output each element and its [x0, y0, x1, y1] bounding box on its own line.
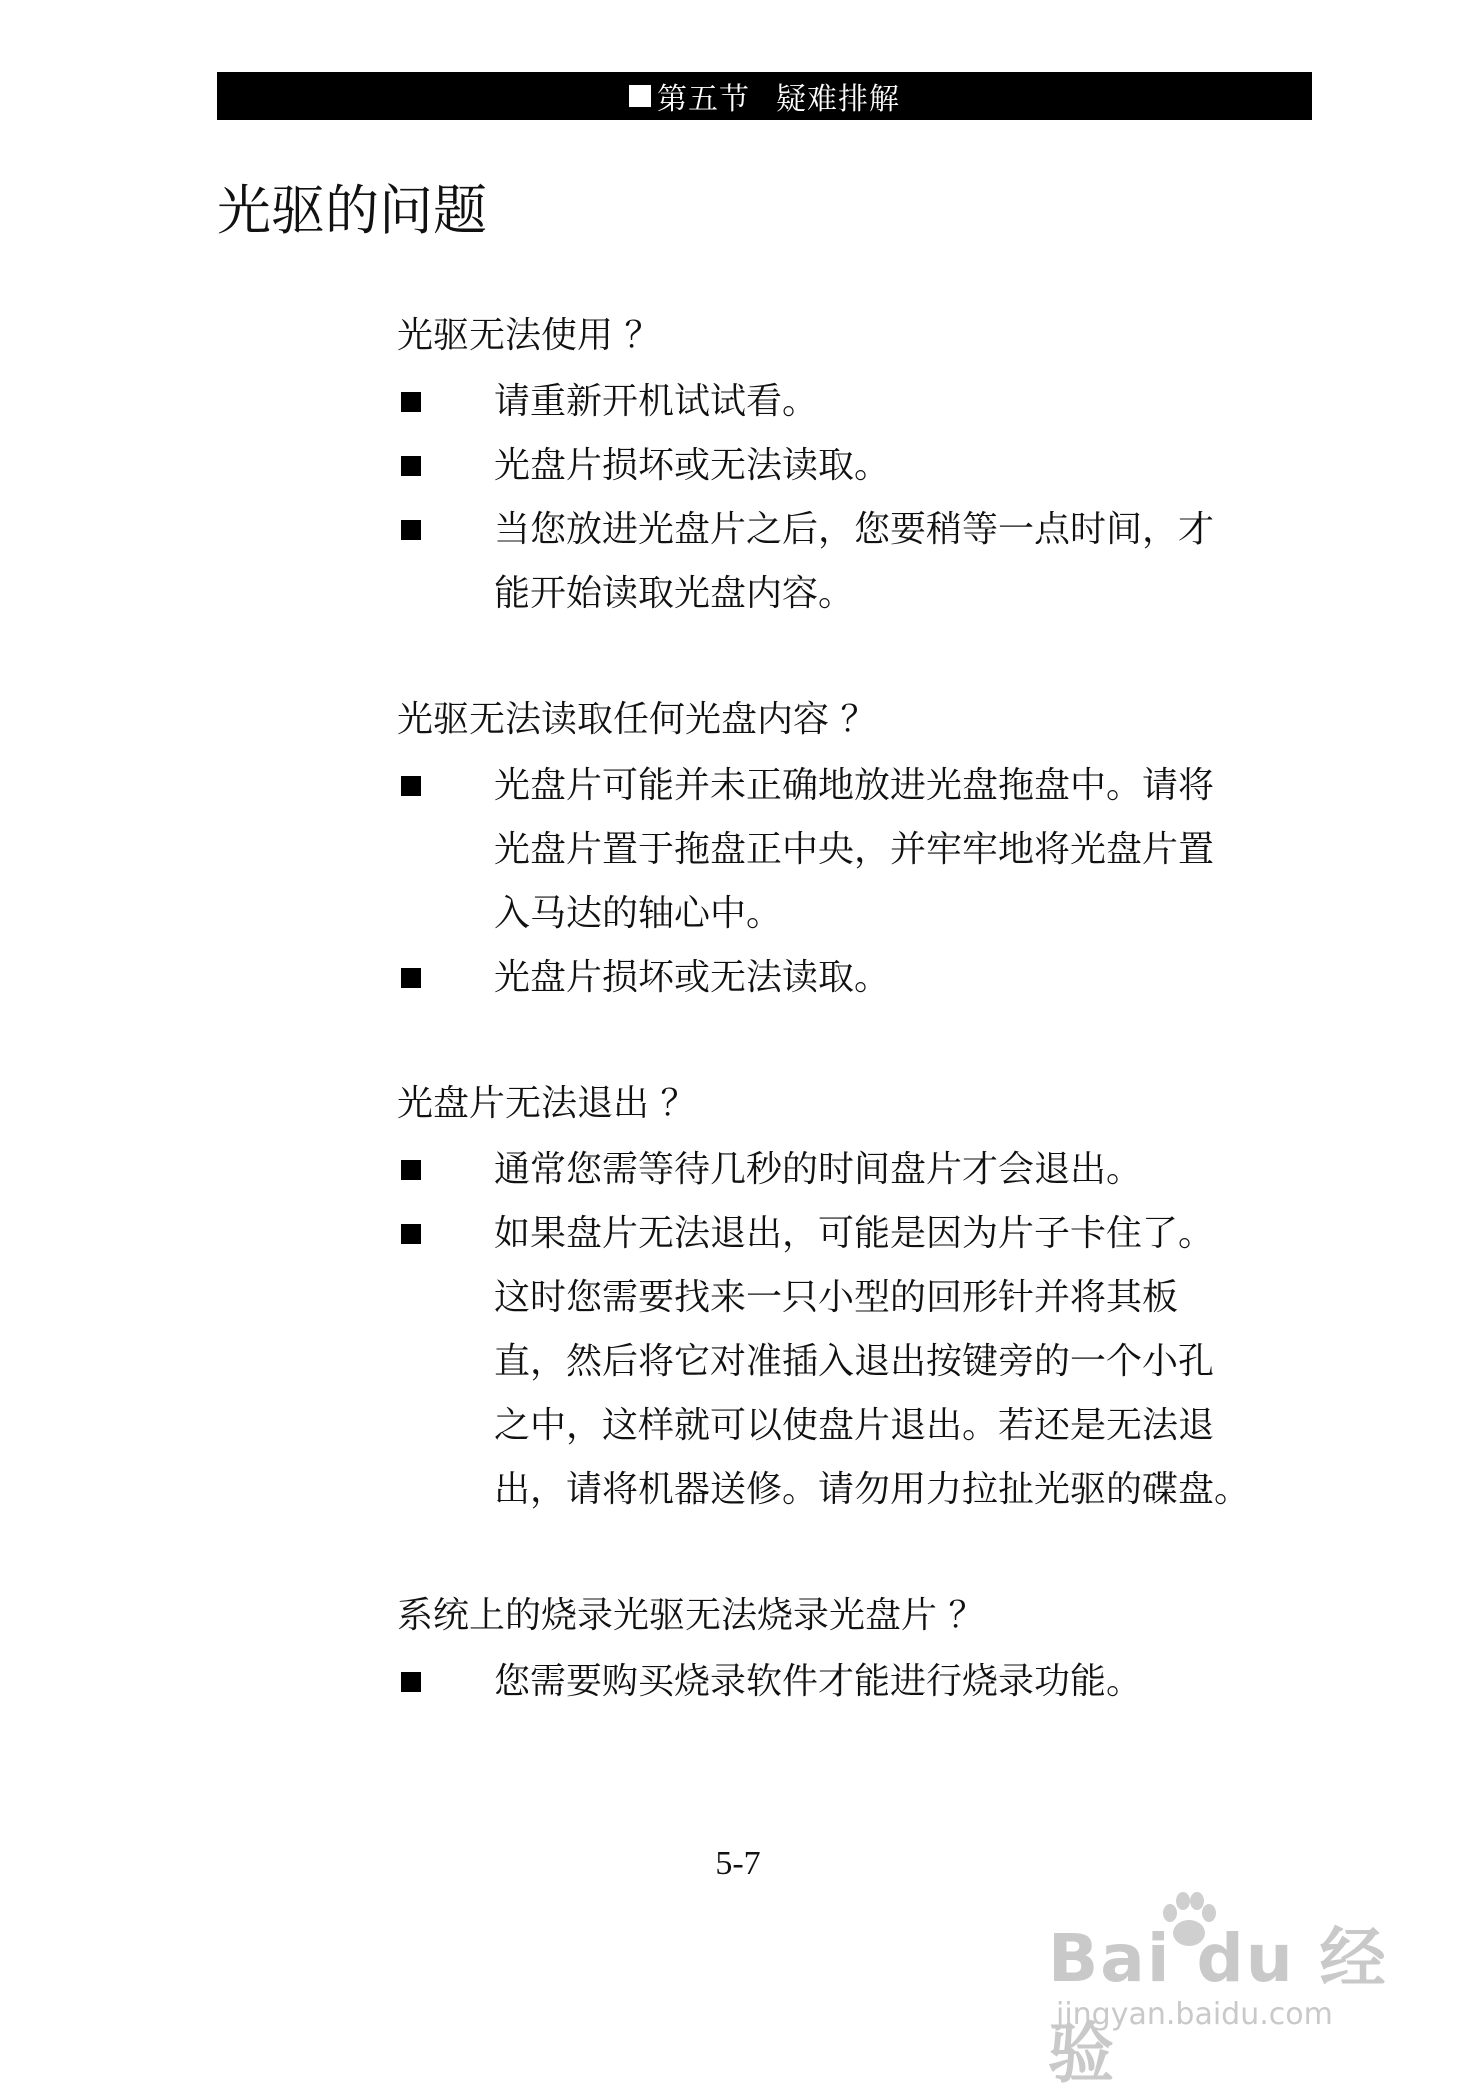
watermark-logo: Bai du 经验: [1048, 1920, 1388, 2092]
answer-line: 请重新开机试试看。: [494, 381, 819, 422]
faq-answer-item: [397, 370, 1327, 434]
answer-line: 这时您需要找来一只小型的回形针并将其板: [494, 1277, 1179, 1318]
faq-answer-item: [397, 754, 1327, 946]
answer-line: 之中，这样就可以使盘片退出。若还是无法退: [494, 1405, 1215, 1446]
square-bullet-icon: [401, 520, 421, 540]
answer-line: 当您放进光盘片之后，您要稍等一点时间，才: [494, 509, 1215, 550]
square-bullet-icon: [629, 85, 651, 107]
page-title: 光驱的问题: [217, 179, 487, 242]
answer-line: 能开始读取光盘内容。: [494, 573, 855, 614]
faq-answer-item: [397, 1138, 1327, 1202]
baidu-jingyan-watermark: [1048, 1905, 1398, 2092]
header-title: 疑难排解: [776, 82, 900, 117]
faq-section: [397, 1586, 1327, 1714]
watermark-url: jingyan.baidu.com: [1056, 1997, 1333, 2032]
answer-line: 直，然后将它对准插入退出按键旁的一个小孔: [494, 1341, 1215, 1382]
faq-answer-item: [397, 1650, 1327, 1714]
answer-line: 光盘片损坏或无法读取。: [494, 445, 891, 486]
header-chapter: 第五节: [657, 82, 750, 117]
answer-line: 出，请将机器送修。请勿用力拉扯光驱的碟盘。: [494, 1469, 1251, 1510]
square-bullet-icon: [401, 1672, 421, 1692]
section-header-bar: [217, 72, 1312, 120]
faq-section: [397, 690, 1327, 1010]
faq-answer-item: [397, 434, 1327, 498]
answer-line: 光盘片可能并未正确地放进光盘拖盘中。请将: [494, 765, 1215, 806]
answer-line: 通常您需等待几秒的时间盘片才会退出。: [494, 1149, 1143, 1190]
faq-content: [397, 306, 1327, 1778]
faq-question: 系统上的烧录光驱无法烧录光盘片 ？: [397, 1595, 985, 1636]
answer-line: 入马达的轴心中。: [494, 893, 783, 934]
faq-answer-item: [397, 946, 1327, 1010]
answer-line: 如果盘片无法退出，可能是因为片子卡住了。: [494, 1213, 1215, 1254]
answer-line: 光盘片损坏或无法读取。: [494, 957, 891, 998]
square-bullet-icon: [401, 456, 421, 476]
faq-section: [397, 1074, 1327, 1522]
square-bullet-icon: [401, 776, 421, 796]
faq-answer-item: [397, 1202, 1327, 1522]
square-bullet-icon: [401, 392, 421, 412]
square-bullet-icon: [401, 1224, 421, 1244]
answer-line: 光盘片置于拖盘正中央，并牢牢地将光盘片置: [494, 829, 1215, 870]
faq-question: 光驱无法读取任何光盘内容 ？: [397, 699, 877, 740]
faq-question: 光盘片无法退出 ？: [397, 1083, 697, 1124]
faq-section: [397, 306, 1327, 626]
faq-answer-item: [397, 498, 1327, 626]
faq-question: 光驱无法使用 ？: [397, 315, 661, 356]
page-number: 5-7: [715, 1845, 761, 1882]
answer-line: 您需要购买烧录软件才能进行烧录功能。: [494, 1661, 1143, 1702]
square-bullet-icon: [401, 968, 421, 988]
square-bullet-icon: [401, 1160, 421, 1180]
